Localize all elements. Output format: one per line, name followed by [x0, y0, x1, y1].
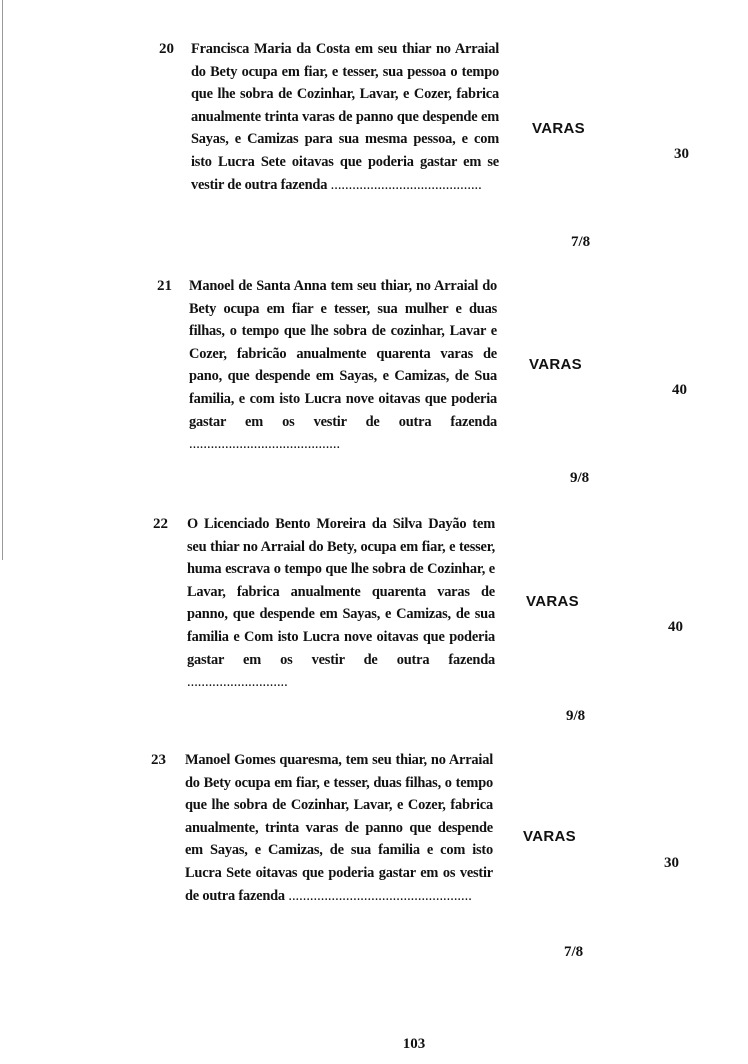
entry-description-text: O Licenciado Bento Moreira da Silva Dayão tem seu thiar no Arraial do Bety, ocupa em fiar, e tesser, huma escrava o tempo que lhe sobra de Cozinhar, e Lavar, fabrica anualmente quarenta varas de panno, que despende em Sayas, e Camizas, de sua familia e Com isto Lucra nove oitavas que poderia gastar em os vestir de outra fazenda: [187, 516, 495, 668]
quantity-value: 40: [668, 619, 683, 635]
entry-description-text: Francisca Maria da Costa em seu thiar no Arraial do Bety ocupa em fiar, e tesser, sua pessoa o tempo que lhe sobra de Cozinhar, Lavar, e Cozer, fabrica anualmente trinta varas de panno que despende em Sayas, e Camizas para sua mesma pessoa, e com isto Lucra Sete oitavas que poderia gastar em se vestir de outra fazenda: [191, 41, 499, 193]
oitavas-fraction: 9/8: [570, 470, 590, 486]
oitavas-fraction: 7/8: [571, 234, 591, 250]
entry-number: 20: [159, 41, 174, 57]
unit-label: VARAS: [532, 120, 585, 137]
dotted-leader: ............................: [187, 674, 288, 691]
quantity-value: 30: [664, 855, 679, 871]
oitavas-fraction: 9/8: [566, 708, 586, 724]
oitavas-fraction: 7/8: [564, 944, 584, 960]
entry-number: 21: [157, 278, 172, 294]
quantity-value: 30: [674, 146, 689, 162]
unit-label: VARAS: [529, 356, 582, 373]
quantity-value: 40: [672, 382, 687, 398]
entry-description-text: Manoel Gomes quaresma, tem seu thiar, no Arraial do Bety ocupa em fiar, e tesser, duas filhas, o tempo que lhe sobra de Cozinhar, Lavar, e Cozer, fabrica anualmente, trinta varas de panno que despende em Sayas, e Camizas, de sua familia e com isto Lucra Sete oitavas que poderia gastar em os vestir de outra fazenda: [185, 752, 493, 904]
unit-label: VARAS: [526, 593, 579, 610]
entry-description: [185, 749, 493, 907]
entry-description: [187, 513, 495, 694]
entry-number: 23: [151, 752, 166, 768]
entry-description-text: Manoel de Santa Anna tem seu thiar, no Arraial do Bety ocupa em fiar e tesser, sua mulher e duas filhas, o tempo que lhe sobra de cozinhar, Lavar e Cozer, fabricão anualmente quarenta varas de pano, que despende em Sayas, e Camizas, de Sua familia, e com isto Lucra nove oitavas que poderia gastar em os vestir de outra fazenda: [189, 278, 497, 430]
unit-label: VARAS: [523, 828, 576, 845]
entry-number: 22: [153, 516, 168, 532]
dotted-leader: ..........................................: [189, 436, 341, 453]
page-number: 103: [402, 1036, 426, 1052]
entry-description: [189, 275, 497, 456]
dotted-leader: ..........................................: [330, 176, 482, 193]
dotted-leader: ...................................................: [288, 887, 472, 904]
